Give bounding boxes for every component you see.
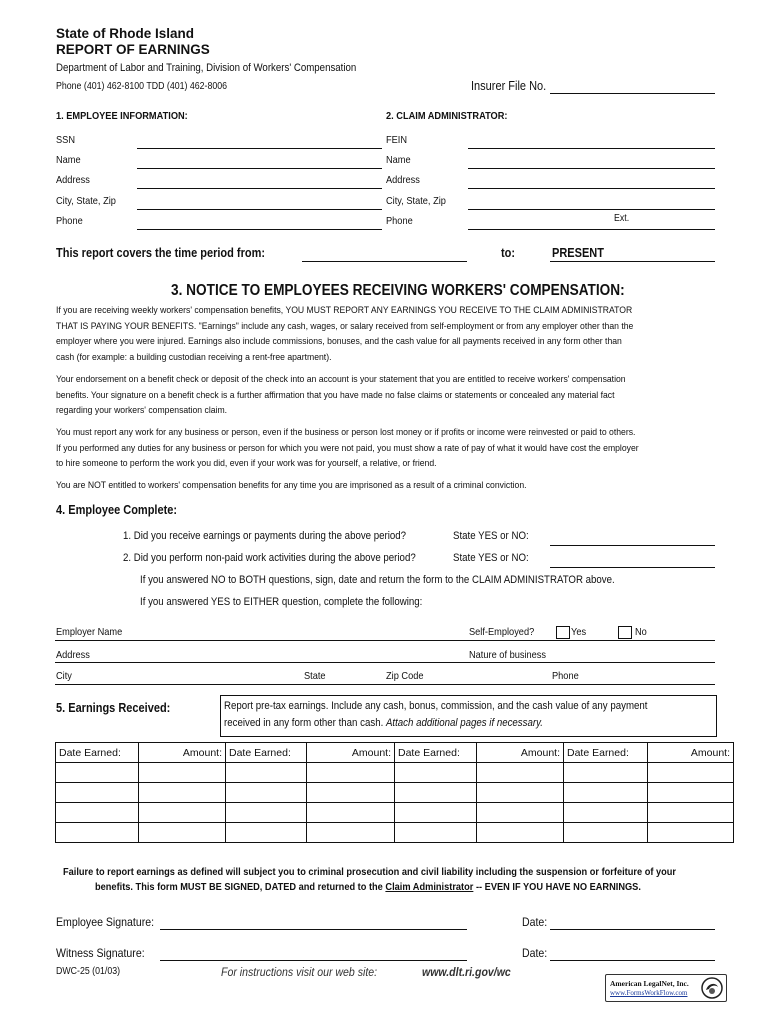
yes-label: Yes [571,626,587,638]
table-cell[interactable] [307,803,395,823]
witness-date-field[interactable] [550,960,715,961]
table-row [56,763,734,783]
column-header: Amount: [648,743,734,763]
instruction-yes: If you answered YES to EITHER question, complete the following: [140,596,423,608]
instruction-no: If you answered NO to BOTH questions, sign, date and return the form to the CLAIM ADMINISTRATOR above. [140,574,615,586]
table-cell[interactable] [564,783,648,803]
address-label: Address [56,649,90,661]
state-label: State [304,670,326,682]
period-to-label: to: [501,246,516,260]
table-cell[interactable] [139,823,226,843]
section2-title: 2. CLAIM ADMINISTRATOR: [386,110,508,122]
footer-instructions: For instructions visit our web site: [221,965,378,979]
employee-address-field[interactable] [137,188,382,189]
employee-date-label: Date: [522,915,548,929]
table-cell[interactable] [395,823,477,843]
form-state-title: State of Rhode Island [56,26,195,41]
column-header: Amount: [139,743,226,763]
column-header: Amount: [307,743,395,763]
section1-title: 1. EMPLOYEE INFORMATION: [56,110,188,122]
question-2: 2. Did you perform non-paid work activities during the above period? [123,552,416,564]
question-1-state-label: State YES or NO: [453,530,529,542]
employer-name-label: Employer Name [56,626,123,638]
table-row [56,823,734,843]
employee-phone-field[interactable] [137,229,382,230]
question-2-answer-field[interactable] [550,567,715,568]
question-1-answer-field[interactable] [550,545,715,546]
zip-label: Zip Code [386,670,424,682]
table-cell[interactable] [226,783,307,803]
table-row [56,783,734,803]
earnings-table [55,742,734,843]
witness-signature-field[interactable] [160,960,467,961]
column-header: Date Earned: [395,743,477,763]
insurer-file-field[interactable] [550,93,715,94]
table-cell[interactable] [477,803,564,823]
publisher-name: American LegalNet, Inc. [610,979,689,988]
nature-of-business-label: Nature of business [469,649,547,661]
city-field[interactable] [55,684,715,685]
no-label: No [635,626,647,638]
witness-signature-label: Witness Signature: [56,946,145,960]
question-2-state-label: State YES or NO: [453,552,529,564]
table-cell[interactable] [307,763,395,783]
table-cell[interactable] [648,823,734,843]
admin-phone-field[interactable] [468,229,715,230]
employer-name-field[interactable] [55,640,715,641]
admin-ssn-label: FEIN [386,134,408,146]
table-row [56,803,734,823]
employee-ssn-label: SSN [56,134,76,146]
employee-name-field[interactable] [137,168,382,169]
table-cell[interactable] [226,803,307,823]
publisher-logo-icon [701,977,723,999]
employee-signature-field[interactable] [160,929,467,930]
table-cell[interactable] [648,783,734,803]
table-cell[interactable] [395,783,477,803]
warning-line-1: Failure to report earnings as defined will subject you to criminal prosecution and civil liability including the suspension or forfeiture of your [63,866,677,878]
table-cell[interactable] [226,823,307,843]
table-cell[interactable] [564,763,648,783]
section4-title: 4. Employee Complete: [56,503,178,517]
table-cell[interactable] [648,763,734,783]
table-cell[interactable] [564,803,648,823]
question-1: 1. Did you receive earnings or payments during the above period? [123,530,407,542]
form-title: REPORT OF EARNINGS [56,42,210,57]
notice-paragraph-4: You are NOT entitled to workers' compensation benefits for any time you are imprisoned as a result of a criminal conviction. [56,480,527,491]
table-cell[interactable] [307,823,395,843]
period-label: This report covers the time period from: [56,246,266,260]
admin-name-field[interactable] [468,168,715,169]
period-to-field[interactable] [550,261,715,262]
table-cell[interactable] [56,783,139,803]
admin-city-state-zip-field[interactable] [468,209,715,210]
table-cell[interactable] [395,763,477,783]
phone-label: Phone [552,670,579,682]
column-header: Date Earned: [56,743,139,763]
table-cell[interactable] [139,783,226,803]
employee-city-state-zip-label: City, State, Zip [56,195,116,207]
table-cell[interactable] [226,763,307,783]
admin-address-field[interactable] [468,188,715,189]
self-employed-label: Self-Employed? [469,626,535,638]
table-cell[interactable] [56,803,139,823]
column-header: Amount: [477,743,564,763]
warning-line-2: benefits. This form MUST BE SIGNED, DATED and returned to the Claim Administrator -- EVEN IF YOU HAVE NO EARNINGS. [95,881,641,893]
table-cell[interactable] [139,763,226,783]
employee-name-label: Name [56,154,81,166]
period-present-value: PRESENT [552,246,604,260]
notice-paragraph-1: If you are receiving weekly workers' compensation benefits, YOU MUST REPORT ANY EARNINGS YOU RECEIVE TO THE CLAIM ADMINISTRATOR THAT IS PAYING YOUR BENEFITS. "Earnings" include any cash, wages, or salary received from self-employment or from any employer other than the employer where you were injured. Earnings also include commissions, bonuses, and the cash value for all payments received in any form other than cash (for example: a building custodian receiving a rent-free apartment). [56,305,634,363]
table-cell[interactable] [307,783,395,803]
earnings-table-header [56,743,734,763]
admin-name-label: Name [386,154,411,166]
employee-signature-label: Employee Signature: [56,915,155,929]
employee-phone-label: Phone [56,215,83,227]
address-field[interactable] [55,662,715,663]
publisher-badge [605,974,727,1002]
table-cell[interactable] [477,823,564,843]
ext-label: Ext. [614,213,630,224]
table-cell[interactable] [564,823,648,843]
city-label: City [56,670,72,682]
table-cell[interactable] [395,803,477,823]
department-line: Department of Labor and Training, Division of Workers' Compensation [56,62,357,74]
column-header: Date Earned: [226,743,307,763]
notice-paragraph-2: Your endorsement on a benefit check or deposit of the check into an account is your statement that you are entitled to receive workers' compensation benefits. Your signature on a benefit check is a further affirmation that you have made no false claims or statements or concealed any material fact regarding your workers' compensation claim. [56,374,626,417]
table-cell[interactable] [477,783,564,803]
form-id: DWC-25 (01/03) [56,966,121,977]
employee-date-field[interactable] [550,929,715,930]
column-header: Date Earned: [564,743,648,763]
table-cell[interactable] [56,823,139,843]
section5-title: 5. Earnings Received: [56,701,171,715]
table-cell[interactable] [139,803,226,823]
witness-date-label: Date: [522,946,548,960]
employee-address-label: Address [56,174,90,186]
admin-city-state-zip-label: City, State, Zip [386,195,446,207]
earnings-instructions-box: Report pre-tax earnings. Include any cash, bonus, commission, and the cash value of any payment received in any form other than cash. Attach additional pages if necessary. [220,695,717,737]
employee-ssn-field[interactable] [137,148,382,149]
phone-line: Phone (401) 462-8100 TDD (401) 462-8006 [56,81,228,92]
footer-url[interactable]: www.dlt.ri.gov/wc [422,965,511,979]
table-cell[interactable] [477,763,564,783]
period-from-field[interactable] [302,261,467,262]
admin-phone-label: Phone [386,215,413,227]
notice-paragraph-3: You must report any work for any business or person, even if the business or person lost money or if profits or income were reinvested or paid to others. If you performed any duties for any business or person for which you were not paid, you must show a rate of pay of what it would have cost the employer to hire someone to perform the work you did, even if your work was for yourself, a relative, or friend. [56,427,639,470]
admin-address-label: Address [386,174,420,186]
section3-title: 3. NOTICE TO EMPLOYEES RECEIVING WORKERS' COMPENSATION: [171,282,625,299]
insurer-file-label: Insurer File No. [471,79,547,93]
admin-ssn-field[interactable] [468,148,715,149]
publisher-url[interactable]: www.FormsWorkFlow.com [610,989,688,997]
table-cell[interactable] [648,803,734,823]
employee-city-state-zip-field[interactable] [137,209,382,210]
table-cell[interactable] [56,763,139,783]
